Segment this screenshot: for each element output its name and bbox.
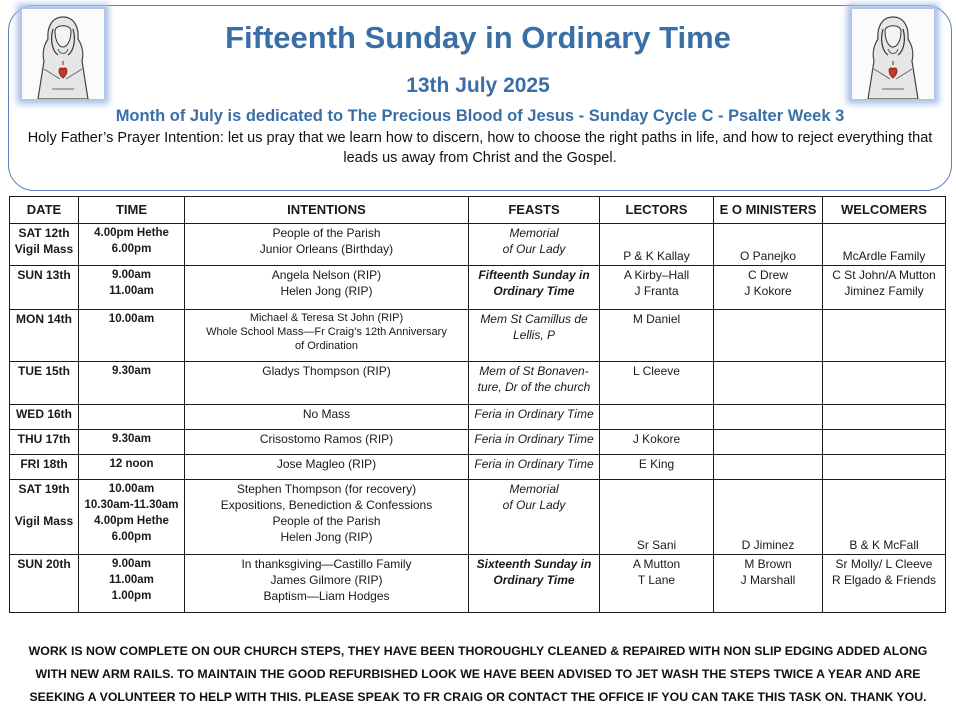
lectors-cell: [600, 555, 714, 613]
intention-text: Expositions, Benediction & Confessions: [220, 498, 433, 512]
intention-text: James Gilmore (RIP): [270, 573, 383, 587]
intention-text: In thanksgiving—Castillo Family: [241, 557, 412, 571]
feast-text: ture, Dr of the church: [477, 380, 591, 394]
intentions-cell: [185, 555, 469, 613]
feast-text: Ordinary Time: [493, 284, 575, 298]
eo-ministers-cell: [714, 224, 823, 266]
welcomers-cell: [823, 310, 946, 362]
feast-cell: [469, 224, 600, 266]
table-row: [10, 430, 946, 455]
feast-cell: [469, 455, 600, 480]
feast-text: Fifteenth Sunday in: [478, 268, 590, 282]
intention-text: Helen Jong (RIP): [280, 284, 373, 298]
column-header-welcomers: WELCOMERS: [823, 197, 946, 224]
time-cell: [79, 480, 185, 555]
eo-minister-text: M Brown: [744, 557, 792, 571]
time-cell: [79, 362, 185, 405]
time-text: 12 noon: [109, 458, 154, 470]
intentions-cell: [185, 455, 469, 480]
time-text: 9.30am: [111, 365, 151, 377]
table-header-row: [10, 197, 946, 224]
table-row: [10, 405, 946, 430]
intentions-cell: [185, 405, 469, 430]
time-cell: [79, 310, 185, 362]
feast-text: Memorial: [509, 482, 559, 496]
date-text: TUE 15th: [17, 364, 70, 378]
feast-text: of Our Lady: [502, 242, 566, 256]
intention-text: Helen Jong (RIP): [280, 530, 373, 544]
eo-ministers-cell: [714, 430, 823, 455]
date-text: SUN 13th: [17, 268, 71, 282]
feast-cell: [469, 480, 600, 555]
table-row: [10, 310, 946, 362]
lector-text: J Franta: [634, 284, 679, 298]
date-cell: [10, 224, 79, 266]
welcomer-text: McArdle Family: [842, 249, 926, 263]
column-header-date: DATE: [10, 197, 79, 224]
welcomer-text: Sr Molly/ L Cleeve: [835, 557, 933, 571]
lector-text: J Kokore: [632, 432, 681, 446]
feast-text: Memorial: [509, 226, 559, 240]
welcomer-text: B & K McFall: [849, 538, 919, 552]
eo-ministers-cell: [714, 455, 823, 480]
notice-line: WITH NEW ARM RAILS. TO MAINTAIN THE GOOD REFURBISHED LOOK WE HAVE BEEN ADVISED TO JET WASH THE STEPS TWICE A YEAR AND ARE: [35, 667, 921, 681]
bulletin-date: 13th July 2025: [406, 74, 550, 97]
feast-text: Feria in Ordinary Time: [474, 457, 594, 471]
date-cell: [10, 362, 79, 405]
lector-text: M Daniel: [632, 312, 681, 326]
date-text: SAT 12th: [18, 226, 70, 240]
eo-minister-text: J Marshall: [740, 573, 796, 587]
time-text: 1.00pm: [111, 590, 152, 602]
date-cell: [10, 555, 79, 613]
lectors-cell: [600, 455, 714, 480]
time-cell: [79, 430, 185, 455]
intention-text: of Ordination: [295, 340, 358, 352]
intentions-cell: [185, 480, 469, 555]
time-text: 11.00am: [109, 285, 154, 297]
date-text: Vigil Mass: [14, 242, 74, 256]
mass-schedule-table: [9, 196, 946, 613]
lector-text: T Lane: [637, 573, 676, 587]
date-cell: [10, 266, 79, 310]
welcomers-cell: [823, 405, 946, 430]
date-text: Vigil Mass: [14, 514, 74, 528]
intentions-cell: [185, 224, 469, 266]
column-header-lectors: LECTORS: [600, 197, 714, 224]
date-cell: [10, 430, 79, 455]
eo-ministers-cell: [714, 310, 823, 362]
prayer-intention: Holy Father’s Prayer Intention: let us pray that we learn how to discern, how to choose the right paths in life, and how to reject everything that leads us away from Christ and the Gospel.: [27, 130, 933, 166]
table-row: [10, 455, 946, 480]
lectors-cell: [600, 266, 714, 310]
table-row: [10, 266, 946, 310]
welcomers-cell: [823, 224, 946, 266]
lector-text: A Mutton: [632, 557, 681, 571]
date-text: SAT 19th: [18, 482, 70, 496]
time-cell: [79, 405, 185, 430]
date-cell: [10, 480, 79, 555]
table-row: [10, 480, 946, 555]
date-text: THU 17th: [17, 432, 71, 446]
feast-cell: [469, 266, 600, 310]
eo-minister-text: C Drew: [747, 268, 788, 282]
table-row: [10, 224, 946, 266]
eo-minister-text: J Kokore: [744, 284, 792, 298]
month-dedication: Month of July is dedicated to The Precious Blood of Jesus - Sunday Cycle C - Psalter Week 3: [115, 107, 845, 125]
date-cell: [10, 405, 79, 430]
eo-minister-text: O Panejko: [739, 249, 797, 263]
column-header-intentions: INTENTIONS: [185, 197, 469, 224]
eo-ministers-cell: [714, 266, 823, 310]
intentions-cell: [185, 310, 469, 362]
time-text: 10.00am: [108, 483, 155, 495]
feast-cell: [469, 430, 600, 455]
welcomers-cell: [823, 455, 946, 480]
lectors-cell: [600, 310, 714, 362]
welcomers-cell: [823, 430, 946, 455]
lectors-cell: [600, 480, 714, 555]
feast-cell: [469, 362, 600, 405]
time-text: 9.30am: [111, 433, 151, 445]
lector-text: Sr Sani: [636, 538, 677, 552]
date-text: MON 14th: [15, 312, 72, 326]
time-text: 11.00am: [109, 574, 154, 586]
notice-line: WORK IS NOW COMPLETE ON OUR CHURCH STEPS, THEY HAVE BEEN THOROUGHLY CLEANED & REPAIRED WITH NON SLIP EDGING ADDED ALONG: [28, 644, 928, 658]
time-text: 9.00am: [111, 269, 151, 281]
date-cell: [10, 310, 79, 362]
welcomer-text: R Elgado & Friends: [831, 573, 937, 587]
sacred-heart-image-right: [852, 9, 934, 99]
date-text: SUN 20th: [17, 557, 71, 571]
intention-text: Michael & Teresa St John (RIP): [249, 312, 404, 324]
lectors-cell: [600, 405, 714, 430]
feast-text: Lellis, P: [512, 328, 556, 342]
time-text: 6.00pm: [111, 531, 152, 543]
time-cell: [79, 224, 185, 266]
column-header-feasts: FEASTS: [469, 197, 600, 224]
welcomer-text: C St John/A Mutton: [832, 268, 936, 282]
intention-text: Gladys Thompson (RIP): [262, 364, 391, 378]
notice-line: SEEKING A VOLUNTEER TO HELP WITH THIS. PLEASE SPEAK TO FR CRAIG OR CONTACT THE OFFICE IF YOU CAN TAKE THIS TASK ON. THANK YOU.: [29, 690, 927, 704]
eo-minister-text: D Jiminez: [741, 538, 795, 552]
intention-text: Crisostomo Ramos (RIP): [259, 432, 394, 446]
time-cell: [79, 455, 185, 480]
intention-text: Whole School Mass—Fr Craig’s 12th Anniversary: [206, 326, 447, 338]
feast-text: Mem of St Bonaven-: [479, 364, 589, 378]
time-cell: [79, 266, 185, 310]
lectors-cell: [600, 362, 714, 405]
sacred-heart-image-left: [22, 9, 104, 99]
time-cell: [79, 555, 185, 613]
feast-text: Sixteenth Sunday in: [476, 557, 592, 571]
feast-text: Mem St Camillus de: [480, 312, 588, 326]
date-text: FRI 18th: [20, 457, 68, 471]
feast-cell: [469, 405, 600, 430]
welcomer-text: Jiminez Family: [844, 284, 924, 298]
eo-ministers-cell: [714, 405, 823, 430]
time-text: 10.00am: [108, 313, 155, 325]
lector-text: L Cleeve: [633, 364, 680, 378]
lector-text: A Kirby–Hall: [623, 268, 690, 282]
time-text: 4.00pm Hethe: [94, 515, 169, 527]
time-text: 10.30am-11.30am: [84, 499, 179, 511]
intention-text: Jose Magleo (RIP): [276, 457, 377, 471]
church-steps-notice: [6, 640, 950, 709]
date-cell: [10, 455, 79, 480]
column-header-time: TIME: [79, 197, 185, 224]
sacred-heart-icon: [852, 9, 934, 99]
lector-text: P & K Kallay: [623, 249, 690, 263]
lectors-cell: [600, 430, 714, 455]
date-text: WED 16th: [15, 407, 72, 421]
lectors-cell: [600, 224, 714, 266]
sacred-heart-icon: [22, 9, 104, 99]
welcomers-cell: [823, 555, 946, 613]
time-text: 9.00am: [111, 558, 151, 570]
feast-cell: [469, 555, 600, 613]
time-text: 6.00pm: [111, 243, 152, 255]
intention-text: Stephen Thompson (for recovery): [236, 482, 417, 496]
eo-ministers-cell: [714, 555, 823, 613]
feast-text: Feria in Ordinary Time: [474, 432, 594, 446]
welcomers-cell: [823, 362, 946, 405]
intention-text: Angela Nelson (RIP): [271, 268, 382, 282]
intention-text: Junior Orleans (Birthday): [259, 242, 394, 256]
feast-text: Feria in Ordinary Time: [474, 407, 594, 421]
intention-text: People of the Parish: [272, 226, 381, 240]
welcomers-cell: [823, 480, 946, 555]
feast-cell: [469, 310, 600, 362]
eo-ministers-cell: [714, 480, 823, 555]
lector-text: E King: [638, 457, 675, 471]
column-header-eo-ministers: E O MINISTERS: [714, 197, 823, 224]
welcomers-cell: [823, 266, 946, 310]
table-row: [10, 362, 946, 405]
table-row: [10, 555, 946, 613]
intentions-cell: [185, 362, 469, 405]
intentions-cell: [185, 430, 469, 455]
feast-text: Ordinary Time: [493, 573, 575, 587]
time-text: 4.00pm Hethe: [94, 227, 169, 239]
feast-text: of Our Lady: [502, 498, 566, 512]
intention-text: Baptism—Liam Hodges: [263, 589, 390, 603]
intention-text: People of the Parish: [272, 514, 381, 528]
intention-text: No Mass: [302, 407, 351, 421]
spacer: [13, 497, 75, 513]
eo-ministers-cell: [714, 362, 823, 405]
intentions-cell: [185, 266, 469, 310]
page-title: Fifteenth Sunday in Ordinary Time: [225, 20, 731, 55]
